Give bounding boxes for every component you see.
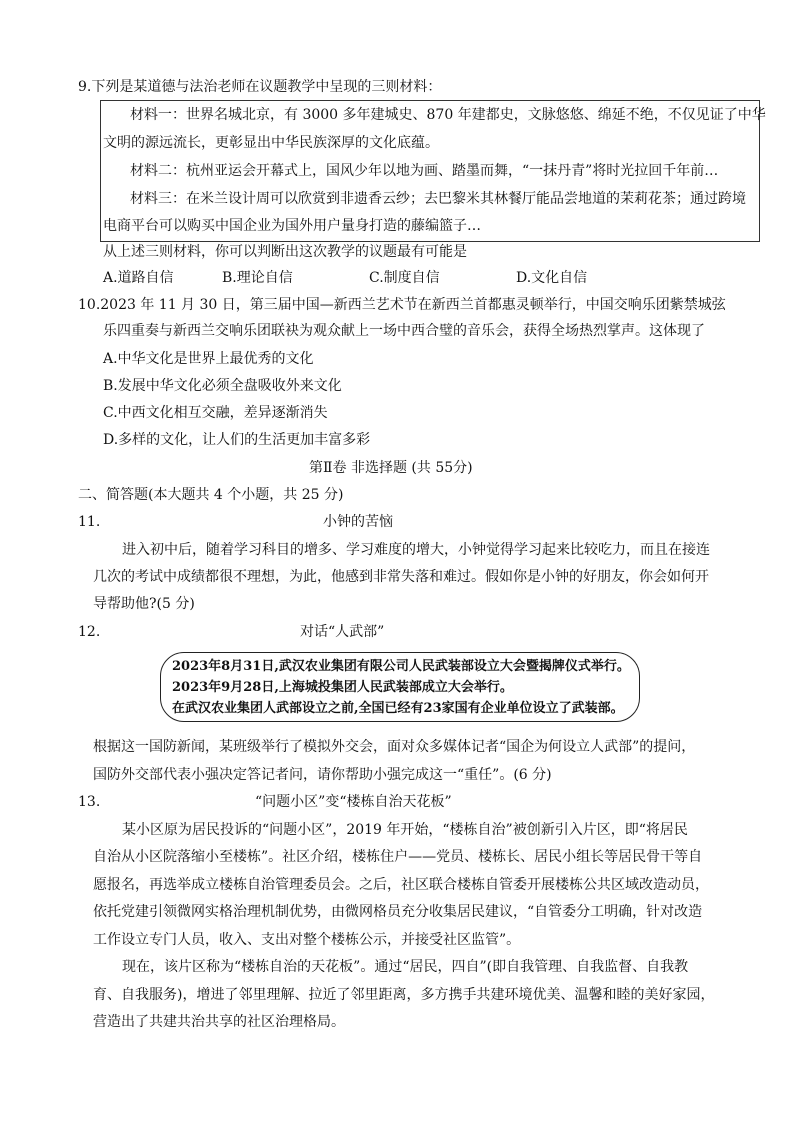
q10-option-d: D.多样的文化，让人们的生活更加丰富多彩 [103,432,371,448]
q9-option-b: B.理论自信 [222,270,293,286]
q11-number: 11. [78,514,101,530]
q12-news-line-1: 2023年8月31日,武汉农业集团有限公司人民武装部设立大会暨揭牌仪式举行。 [172,659,630,674]
q12-title: 对话“人武部” [300,624,385,640]
q9-material-3-line-1: 材料三：在米兰设计周可以欣赏到非遗香云纱；去巴黎米其林餐厅能品尝地道的茉莉花茶；通过跨境 [130,191,746,207]
q13-title: “问题小区”变“楼栋自治天花板” [255,794,452,810]
q10-option-b: B.发展中华文化必须全盘吸收外来文化 [103,378,342,394]
part-2-title: 第Ⅱ卷 非选择题 (共 55分) [309,460,473,476]
q13-p2-line-2: 育、自我服务)，增进了邻里理解、拉近了邻里距离，多方携手共建环境优美、温馨和睦的美好家园， [93,987,715,1003]
q9-option-d: D.文化自信 [516,270,588,286]
q13-p1-line-4: 依托党建引领微网实格治理机制优势，由微网格员充分收集居民建议，“自管委分工明确，针对改造 [93,904,703,920]
q10-option-c: C.中西文化相互交融，差异逐渐消失 [103,405,328,421]
q13-p1-line-1: 某小区原为居民投诉的“问题小区”，2019 年开始，“楼栋自治”被创新引入片区，即“将居民 [122,822,688,838]
q9-stem: 9.下列是某道德与法治老师在议题教学中呈现的三则材料： [78,79,442,95]
q12-number: 12. [78,624,101,640]
q9-material-3-line-2: 电商平台可以购买中国企业为国外用户量身打造的藤编篮子… [103,218,481,234]
q12-news-line-3: 在武汉农业集团人武部设立之前,全国已经有23家国有企业单位设立了武装部。 [172,701,624,716]
q13-p2-line-1: 现在，该片区称为“楼栋自治的天花板”。通过“居民，四自”(即自我管理、自我监督、自我教 [122,959,689,975]
q11-line-1: 进入初中后，随着学习科目的增多、学习难度的增大，小钟觉得学习起来比较吃力，而且在接连 [122,542,710,558]
q9-option-a: A.道路自信 [103,270,174,286]
q9-material-1-line-1: 材料一：世界名城北京，有 3000 多年建城史、870 年建都史，文脉悠悠、绵延不绝，不仅见证了中华 [130,107,766,123]
q10-stem-line-2: 乐四重奏与新西兰交响乐团联袂为观众献上一场中西合璧的音乐会，获得全场热烈掌声。这体现了 [103,323,705,339]
q9-material-2-line-1: 材料二：杭州亚运会开幕式上，国风少年以地为画、踏墨而舞，“一抹丹青”将时光拉回千年前… [130,163,719,179]
q13-number: 13. [78,794,101,810]
q13-p1-line-3: 愿报名，再选举成立楼栋自治管理委员会。之后，社区联合楼栋自管委开展楼栋公共区域改造动员， [93,877,709,893]
q11-line-3: 导帮助他?(5 分) [93,596,195,612]
q13-p1-line-5: 工作设立专门人员，收入、支出对整个楼栋公示，并接受社区监管”。 [93,932,521,948]
q9-material-1-line-2: 文明的源远流长，更彰显出中华民族深厚的文化底蕴。 [103,135,439,151]
q11-title: 小钟的苦恼 [323,514,393,530]
q13-p2-line-3: 营造出了共建共治共享的社区治理格局。 [93,1014,345,1030]
q9-question: 从上述三则材料，你可以判断出这次教学的议题最有可能是 [103,244,467,260]
q12-line-1: 根据这一国防新闻，某班级举行了模拟外交会，面对众多媒体记者“国企为何设立人武部”的提问， [93,739,696,755]
q12-news-line-2: 2023年9月28日,上海城投集团人民武装部成立大会举行。 [172,680,513,695]
q11-line-2: 几次的考试中成绩都很不理想，为此，他感到非常失落和难过。假如你是小钟的好朋友，你会如何开 [93,569,709,585]
q10-option-a: A.中华文化是世界上最优秀的文化 [103,351,314,367]
q12-line-2: 国防外交部代表小强决定答记者问，请你帮助小强完成这一“重任”。(6 分) [93,767,552,783]
q13-p1-line-2: 自治从小区院落缩小至楼栋”。社区介绍，楼栋住户——党员、楼栋长、居民小组长等居民骨干等自 [93,849,703,865]
q9-option-c: C.制度自信 [369,270,440,286]
q10-stem-line-1: 10.2023 年 11 月 30 日，第三届中国—新西兰艺术节在新西兰首都惠灵顿举行，中国交响乐团紫禁城弦 [78,297,726,313]
section-2-title: 二、简答题(本大题共 4 个小题，共 25 分) [78,487,344,503]
